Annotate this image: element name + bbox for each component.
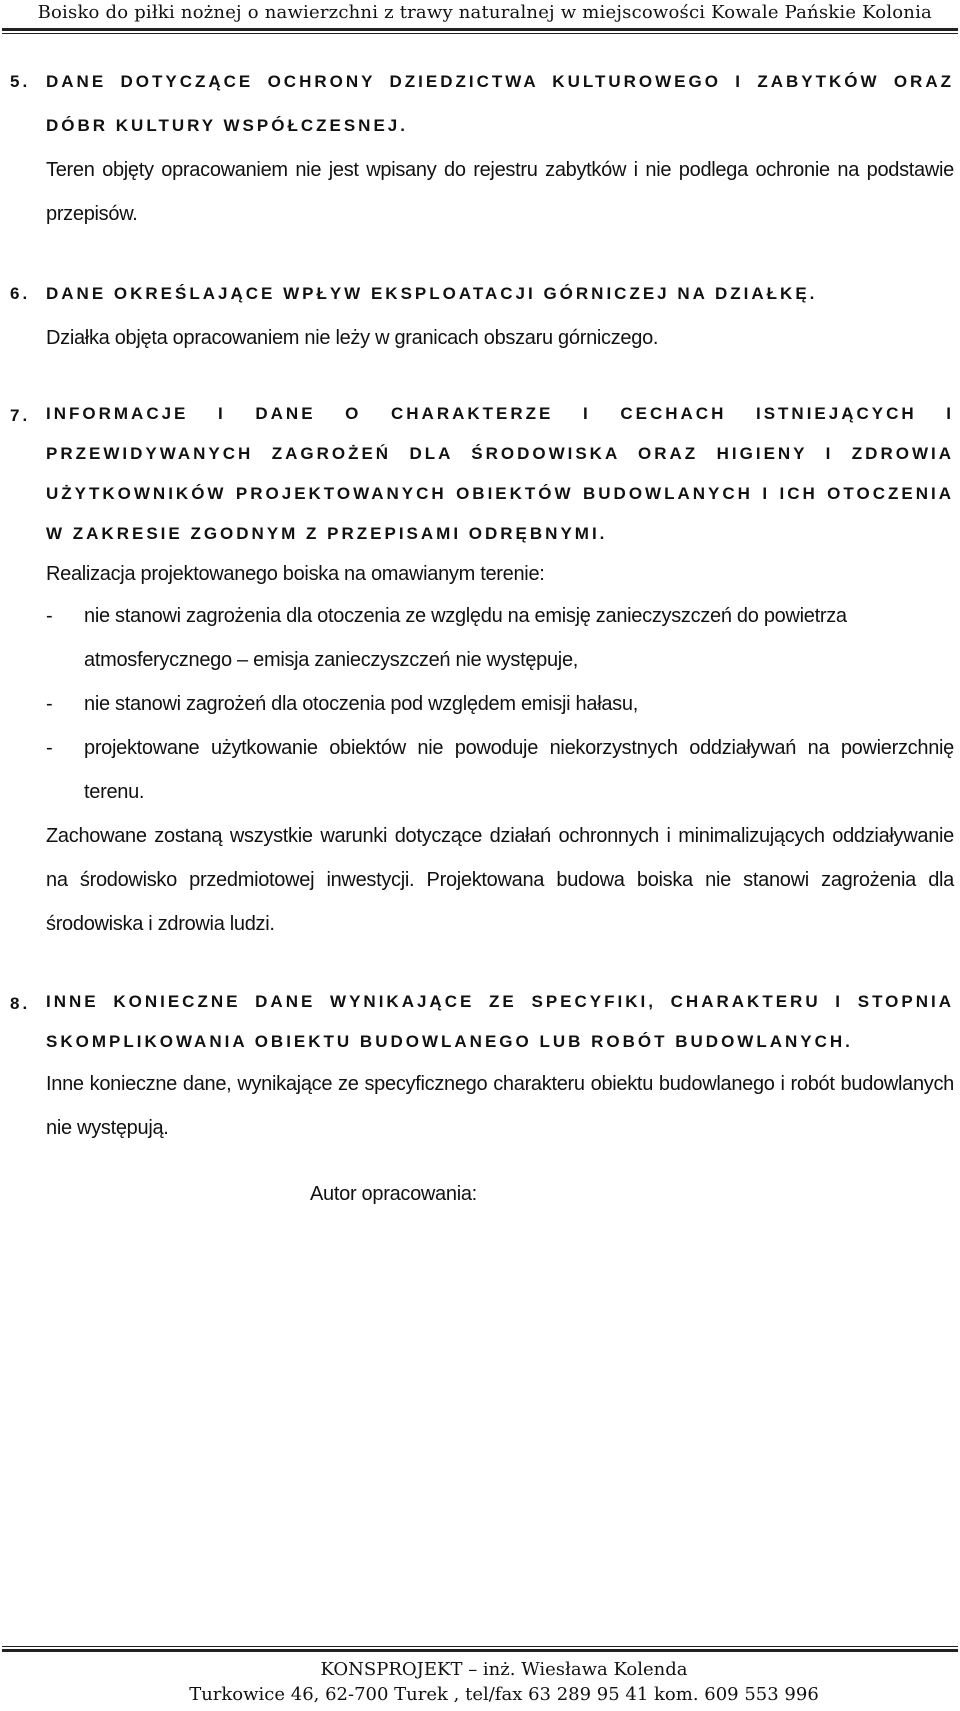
bullet-dash: - — [46, 605, 53, 627]
document-title: Boisko do piłki nożnej o nawierzchni z trawy naturalnej w miejscowości Kowale Pańskie Kolonia — [37, 2, 932, 23]
footer-address: Turkowice 46, 62-700 Turek , tel/fax 63 289 95 41 kom. 609 553 996 — [189, 1684, 819, 1705]
footer-company: KONSPROJEKT – inż. Wiesława Kolenda — [320, 1659, 688, 1680]
header-divider — [2, 28, 958, 34]
section-number: 7. — [10, 406, 31, 425]
section-heading — [0, 982, 960, 1062]
section-number: 6. — [10, 284, 31, 303]
section-heading — [0, 60, 960, 148]
section-intro: Realizacja projektowanego boiska na omawianym terenie: — [46, 563, 545, 585]
bullet-list — [0, 594, 960, 814]
section-title: INFORMACJE I DANE O CHARAKTERZE I CECHACH ISTNIEJĄCYCH I PRZEWIDYWANYCH ZAGROŻEŃ DLA ŚRODOWISKA ORAZ HIGIENY I ZDROWIA UŻYTKOWNIKÓW PROJEKTOWANYCH OBIEKTÓW BUDOWLANYCH I ICH OTOCZENIA W ZAKRESIE ZGODNYM Z PRZEPISAMI ODRĘBNYMI. — [46, 404, 954, 543]
author-label: Autor opracowania: — [310, 1183, 477, 1205]
list-item — [46, 594, 960, 682]
section-title: INNE KONIECZNE DANE WYNIKAJĄCE ZE SPECYFIKI, CHARAKTERU I STOPNIA SKOMPLIKOWANIA OBIEKTU BUDOWLANEGO LUB ROBÓT BUDOWLANYCH. — [46, 992, 954, 1051]
page-footer — [0, 1640, 960, 1711]
list-item-text: projektowane użytkowanie obiektów nie powoduje niekorzystnych oddziaływań na powierzchnię terenu. — [84, 737, 954, 803]
section-number: 8. — [10, 994, 31, 1013]
list-item-text: nie stanowi zagrożenia dla otoczenia ze względu na emisję zanieczyszczeń do powietrza atmosferycznego – emisja zanieczyszczeń nie występuje, — [84, 605, 847, 671]
section-8 — [0, 982, 960, 1150]
page-header — [0, 0, 960, 28]
section-paragraph: Teren objęty opracowaniem nie jest wpisany do rejestru zabytków i nie podlega ochronie na podstawie przepisów. — [46, 159, 954, 225]
bullet-dash: - — [46, 693, 53, 715]
list-item-text: nie stanowi zagrożeń dla otoczenia pod względem emisji hałasu, — [84, 693, 638, 715]
list-item — [46, 726, 960, 814]
footer-divider — [2, 1646, 958, 1652]
section-paragraph: Działka objęta opracowaniem nie leży w granicach obszaru górniczego. — [46, 327, 659, 349]
section-5 — [0, 60, 960, 236]
section-paragraph: Inne konieczne dane, wynikające ze specyficznego charakteru obiektu budowlanego i robót budowlanych nie występują. — [46, 1073, 954, 1139]
section-6 — [0, 272, 960, 360]
section-7 — [0, 394, 960, 946]
bullet-dash: - — [46, 737, 53, 759]
section-title: DANE DOTYCZĄCE OCHRONY DZIEDZICTWA KULTUROWEGO I ZABYTKÓW ORAZ DÓBR KULTURY WSPÓŁCZESNEJ. — [46, 72, 954, 135]
document-body — [0, 60, 960, 1216]
section-title: DANE OKREŚLAJĄCE WPŁYW EKSPLOATACJI GÓRNICZEJ NA DZIAŁKĘ. — [46, 284, 818, 303]
section-heading — [0, 394, 960, 554]
section-heading — [0, 272, 960, 316]
section-number: 5. — [10, 72, 31, 91]
list-item — [46, 682, 960, 726]
section-conclusion: Zachowane zostaną wszystkie warunki dotyczące działań ochronnych i minimalizujących oddziaływanie na środowisko przedmiotowej inwestycji. Projektowana budowa boiska nie stanowi zagrożenia dla środowiska i zdrowia ludzi. — [46, 825, 954, 935]
